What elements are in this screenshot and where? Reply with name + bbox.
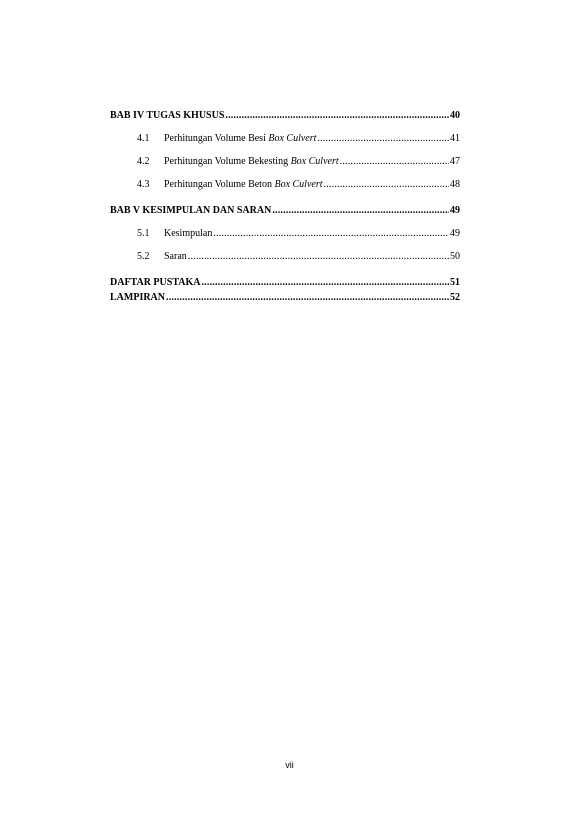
dot-leader [340, 156, 449, 168]
toc-entry-page: 48 [450, 179, 460, 190]
toc-entry-number: 4.3 [137, 179, 150, 190]
toc-entry-title: Perhitungan Volume Beton Box Culvert [164, 179, 323, 190]
toc-entry-page: 52 [450, 292, 460, 303]
toc-entry-lampiran[interactable] [110, 292, 460, 304]
dot-leader [317, 133, 449, 145]
toc-entry-page: 51 [450, 277, 460, 288]
toc-entry-number: 4.1 [137, 133, 150, 144]
page-number: vii [285, 760, 294, 770]
toc-entry-daftar-pustaka[interactable] [110, 277, 460, 289]
toc-entry-4-3[interactable] [110, 179, 460, 191]
toc-entry-title: Perhitungan Volume Besi Box Culvert [164, 133, 317, 144]
toc-entry-4-1[interactable] [110, 133, 460, 145]
dot-leader [272, 205, 449, 217]
dot-leader [225, 110, 449, 122]
toc-entry-number: 4.2 [137, 156, 150, 167]
dot-leader [213, 228, 449, 240]
toc-entry-title: BAB IV TUGAS KHUSUS [110, 110, 225, 121]
toc-entry-bab-iv[interactable] [110, 110, 460, 122]
toc-entry-number: 5.2 [137, 251, 150, 262]
toc-entry-5-2[interactable] [110, 251, 460, 263]
toc-entry-title: LAMPIRAN [110, 292, 165, 303]
toc-entry-page: 50 [450, 251, 460, 262]
toc-entry-number: 5.1 [137, 228, 150, 239]
dot-leader [324, 179, 449, 191]
toc-entry-title: BAB V KESIMPULAN DAN SARAN [110, 205, 272, 216]
toc-entry-page: 49 [450, 205, 460, 216]
toc-entry-page: 41 [450, 133, 460, 144]
toc-entry-title: Perhitungan Volume Bekesting Box Culvert [164, 156, 339, 167]
toc-entry-title: Saran [164, 251, 187, 262]
toc-entry-page: 49 [450, 228, 460, 239]
table-of-contents [110, 110, 460, 304]
toc-entry-title: DAFTAR PUSTAKA [110, 277, 201, 288]
toc-entry-title: Kesimpulan [164, 228, 213, 239]
toc-entry-4-2[interactable] [110, 156, 460, 168]
toc-entry-page: 40 [450, 110, 460, 121]
toc-entry-page: 47 [450, 156, 460, 167]
toc-entry-5-1[interactable] [110, 228, 460, 240]
dot-leader [201, 277, 449, 289]
dot-leader [188, 251, 449, 263]
dot-leader [166, 292, 449, 304]
toc-entry-bab-v[interactable] [110, 205, 460, 217]
